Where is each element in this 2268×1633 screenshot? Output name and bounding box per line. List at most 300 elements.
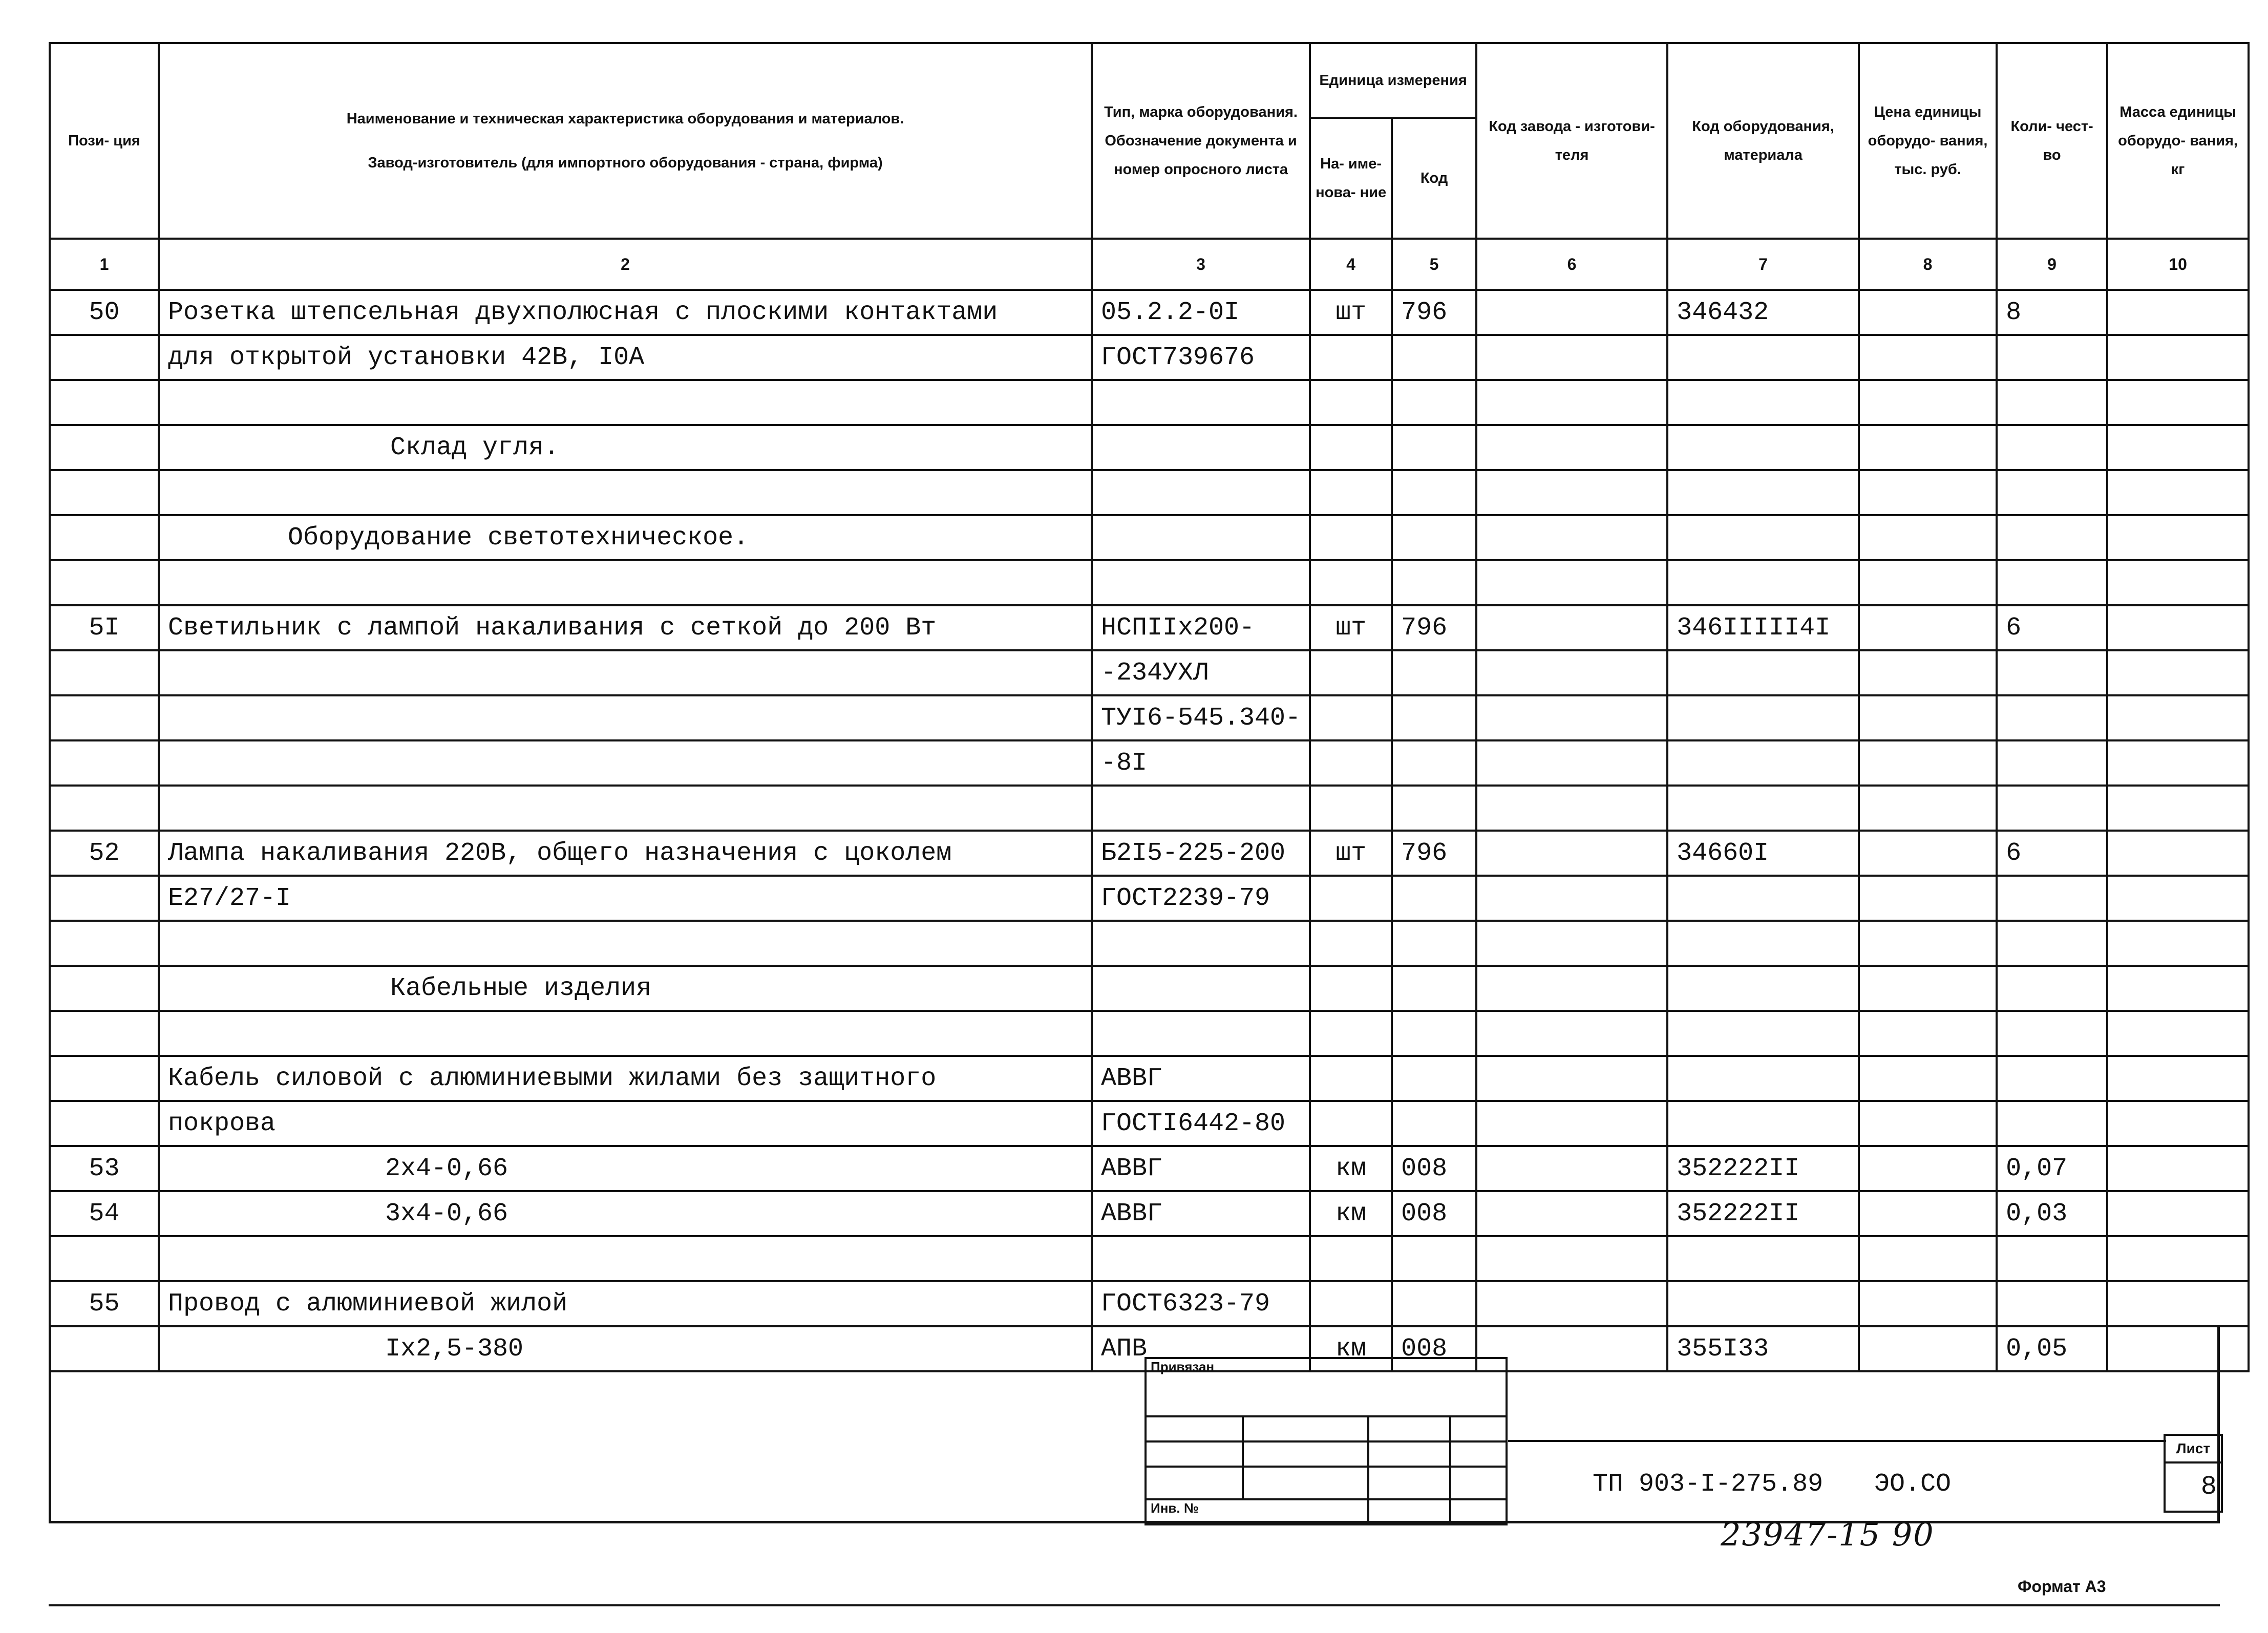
mass-cell bbox=[2107, 650, 2249, 695]
name-cell: Кабель силовой с алюминиевыми жилами без защитного bbox=[159, 1056, 1092, 1101]
price-cell bbox=[1859, 1191, 1997, 1236]
unit-code-cell bbox=[1392, 876, 1476, 921]
quantity-cell bbox=[1997, 1011, 2107, 1056]
mass-cell bbox=[2107, 1281, 2249, 1326]
unit-name-cell bbox=[1310, 1101, 1392, 1146]
unit-code-cell bbox=[1392, 560, 1476, 605]
type-cell: ГОСТ2239-79 bbox=[1092, 876, 1310, 921]
name-cell: для открытой установки 42В, I0А bbox=[159, 335, 1092, 380]
unit-name-cell: км bbox=[1310, 1326, 1392, 1371]
factory-code-cell bbox=[1476, 560, 1667, 605]
position-cell bbox=[50, 1326, 159, 1371]
mass-cell bbox=[2107, 876, 2249, 921]
price-cell bbox=[1859, 605, 1997, 650]
unit-name-cell bbox=[1310, 1056, 1392, 1101]
unit-code-cell bbox=[1392, 921, 1476, 966]
unit-code-cell bbox=[1392, 1011, 1476, 1056]
unit-name-cell bbox=[1310, 335, 1392, 380]
equipment-code-cell bbox=[1667, 650, 1859, 695]
unit-code-cell bbox=[1392, 380, 1476, 425]
type-cell bbox=[1092, 1236, 1310, 1281]
factory-code-cell bbox=[1476, 876, 1667, 921]
table-row bbox=[50, 1191, 2249, 1236]
unit-name-cell bbox=[1310, 650, 1392, 695]
price-cell bbox=[1859, 1236, 1997, 1281]
mass-cell bbox=[2107, 380, 2249, 425]
position-cell: 5I bbox=[50, 605, 159, 650]
position-cell bbox=[50, 1011, 159, 1056]
unit-name-cell bbox=[1310, 876, 1392, 921]
price-cell bbox=[1859, 1101, 1997, 1146]
factory-code-cell bbox=[1476, 695, 1667, 740]
factory-code-cell bbox=[1476, 380, 1667, 425]
mass-cell bbox=[2107, 921, 2249, 966]
factory-code-cell bbox=[1476, 1146, 1667, 1191]
factory-code-cell bbox=[1476, 1011, 1667, 1056]
price-cell bbox=[1859, 650, 1997, 695]
quantity-cell: 6 bbox=[1997, 605, 2107, 650]
price-cell bbox=[1859, 1281, 1997, 1326]
mass-cell bbox=[2107, 966, 2249, 1011]
equipment-code-cell bbox=[1667, 425, 1859, 470]
document-number: ТП 903-I-275.89 bbox=[1593, 1470, 1824, 1499]
unit-name-cell: км bbox=[1310, 1146, 1392, 1191]
factory-code-cell bbox=[1476, 650, 1667, 695]
position-cell: 52 bbox=[50, 831, 159, 876]
equipment-code-cell: 352222II bbox=[1667, 1191, 1859, 1236]
table-row bbox=[50, 740, 2249, 786]
document-section: ЭО.СО bbox=[1874, 1470, 1952, 1499]
equipment-code-cell bbox=[1667, 1056, 1859, 1101]
unit-code-cell: 008 bbox=[1392, 1326, 1476, 1371]
type-cell: НСПIIх200- bbox=[1092, 605, 1310, 650]
price-cell bbox=[1859, 876, 1997, 921]
price-cell bbox=[1859, 290, 1997, 335]
table-row bbox=[50, 921, 2249, 966]
column-number: 1 bbox=[50, 239, 159, 290]
table-row bbox=[50, 1236, 2249, 1281]
page-bottom-line bbox=[49, 1604, 2220, 1606]
table-row bbox=[50, 876, 2249, 921]
column-number-row bbox=[50, 239, 2249, 290]
quantity-cell bbox=[1997, 786, 2107, 831]
unit-code-cell bbox=[1392, 1281, 1476, 1326]
equipment-code-cell bbox=[1667, 966, 1859, 1011]
equipment-code-cell bbox=[1667, 1011, 1859, 1056]
quantity-cell bbox=[1997, 650, 2107, 695]
mass-cell bbox=[2107, 290, 2249, 335]
quantity-cell bbox=[1997, 470, 2107, 515]
name-cell bbox=[159, 380, 1092, 425]
stamp-cell bbox=[1146, 1416, 1243, 1441]
mass-cell bbox=[2107, 425, 2249, 470]
column-number: 7 bbox=[1667, 239, 1859, 290]
equipment-code-cell bbox=[1667, 515, 1859, 560]
equipment-code-cell: 346IIIII4I bbox=[1667, 605, 1859, 650]
position-cell bbox=[50, 1101, 159, 1146]
stamp-cell bbox=[1368, 1416, 1450, 1441]
sheet-number: 8 bbox=[2200, 1472, 2217, 1502]
price-cell bbox=[1859, 425, 1997, 470]
unit-code-cell bbox=[1392, 335, 1476, 380]
unit-code-cell bbox=[1392, 1056, 1476, 1101]
column-number: 4 bbox=[1310, 239, 1392, 290]
header-name bbox=[159, 43, 1092, 239]
price-cell bbox=[1859, 1326, 1997, 1371]
specification-table bbox=[49, 42, 2250, 1372]
name-cell: Е27/27-I bbox=[159, 876, 1092, 921]
type-cell: Б2I5-225-200 bbox=[1092, 831, 1310, 876]
table-row bbox=[50, 560, 2249, 605]
name-cell bbox=[159, 650, 1092, 695]
mass-cell bbox=[2107, 560, 2249, 605]
mass-cell bbox=[2107, 335, 2249, 380]
name-cell: Розетка штепсельная двухполюсная с плоскими контактами bbox=[159, 290, 1092, 335]
quantity-cell bbox=[1997, 335, 2107, 380]
quantity-cell bbox=[1997, 921, 2107, 966]
table-row bbox=[50, 1011, 2249, 1056]
factory-code-cell bbox=[1476, 921, 1667, 966]
unit-code-cell bbox=[1392, 1236, 1476, 1281]
unit-name-cell: шт bbox=[1310, 605, 1392, 650]
factory-code-cell bbox=[1476, 605, 1667, 650]
quantity-cell bbox=[1997, 515, 2107, 560]
unit-code-cell bbox=[1392, 425, 1476, 470]
position-cell bbox=[50, 695, 159, 740]
mass-cell bbox=[2107, 1011, 2249, 1056]
stamp-cell bbox=[1368, 1499, 1450, 1524]
mass-cell bbox=[2107, 786, 2249, 831]
unit-name-cell bbox=[1310, 921, 1392, 966]
factory-code-cell bbox=[1476, 1191, 1667, 1236]
table-row bbox=[50, 515, 2249, 560]
header-position: Пози- ция bbox=[50, 43, 159, 239]
header-name-line2: Завод-изготовитель (для импортного оборудования - страна, фирма) bbox=[368, 155, 883, 171]
mass-cell bbox=[2107, 740, 2249, 786]
position-cell bbox=[50, 470, 159, 515]
unit-name-cell bbox=[1310, 1011, 1392, 1056]
stamp-cell bbox=[1368, 1467, 1450, 1499]
position-cell bbox=[50, 335, 159, 380]
name-cell bbox=[159, 695, 1092, 740]
quantity-cell bbox=[1997, 1101, 2107, 1146]
mass-cell bbox=[2107, 515, 2249, 560]
price-cell bbox=[1859, 921, 1997, 966]
unit-name-cell bbox=[1310, 380, 1392, 425]
mass-cell bbox=[2107, 605, 2249, 650]
equipment-code-cell bbox=[1667, 695, 1859, 740]
name-cell: Светильник с лампой накаливания с сеткой до 200 Вт bbox=[159, 605, 1092, 650]
stamp-cell bbox=[1368, 1441, 1450, 1467]
column-number: 2 bbox=[159, 239, 1092, 290]
table-row bbox=[50, 650, 2249, 695]
mass-cell bbox=[2107, 695, 2249, 740]
equipment-code-cell: 355I33 bbox=[1667, 1326, 1859, 1371]
type-cell bbox=[1092, 515, 1310, 560]
table-row bbox=[50, 1146, 2249, 1191]
unit-code-cell bbox=[1392, 786, 1476, 831]
quantity-cell: 0,05 bbox=[1997, 1326, 2107, 1371]
sheet-label: Лист bbox=[2166, 1436, 2221, 1464]
stamp-cell bbox=[1243, 1416, 1368, 1441]
equipment-code-cell bbox=[1667, 560, 1859, 605]
price-cell bbox=[1859, 1146, 1997, 1191]
position-cell bbox=[50, 560, 159, 605]
type-cell: АВВГ bbox=[1092, 1056, 1310, 1101]
name-cell: Оборудование светотехническое. bbox=[159, 515, 1092, 560]
position-cell bbox=[50, 380, 159, 425]
position-cell bbox=[50, 1056, 159, 1101]
equipment-code-cell bbox=[1667, 921, 1859, 966]
type-cell: -234УХЛ bbox=[1092, 650, 1310, 695]
price-cell bbox=[1859, 695, 1997, 740]
stamp-inv-label: Инв. № bbox=[1146, 1499, 1368, 1524]
stamp-cell bbox=[1450, 1467, 1507, 1499]
name-cell: Провод с алюминиевой жилой bbox=[159, 1281, 1092, 1326]
header-quantity: Коли- чест- во bbox=[1997, 43, 2107, 239]
equipment-code-cell bbox=[1667, 1236, 1859, 1281]
unit-name-cell bbox=[1310, 1236, 1392, 1281]
unit-code-cell: 008 bbox=[1392, 1146, 1476, 1191]
position-cell: 54 bbox=[50, 1191, 159, 1236]
stamp-cell bbox=[1146, 1467, 1243, 1499]
mass-cell bbox=[2107, 1146, 2249, 1191]
mass-cell bbox=[2107, 831, 2249, 876]
type-cell: АВВГ bbox=[1092, 1146, 1310, 1191]
factory-code-cell bbox=[1476, 1101, 1667, 1146]
name-cell: 2х4-0,66 bbox=[159, 1146, 1092, 1191]
equipment-code-cell bbox=[1667, 1101, 1859, 1146]
type-cell: АПВ bbox=[1092, 1326, 1310, 1371]
header-row bbox=[50, 43, 2249, 118]
table-row bbox=[50, 966, 2249, 1011]
name-cell bbox=[159, 740, 1092, 786]
unit-name-cell: км bbox=[1310, 1191, 1392, 1236]
position-cell bbox=[50, 650, 159, 695]
equipment-code-cell bbox=[1667, 380, 1859, 425]
unit-code-cell bbox=[1392, 650, 1476, 695]
equipment-code-cell bbox=[1667, 1281, 1859, 1326]
table-row bbox=[50, 335, 2249, 380]
unit-name-cell bbox=[1310, 1281, 1392, 1326]
quantity-cell bbox=[1997, 966, 2107, 1011]
price-cell bbox=[1859, 831, 1997, 876]
type-cell bbox=[1092, 1011, 1310, 1056]
equipment-code-cell: 34660I bbox=[1667, 831, 1859, 876]
type-cell: ТУI6-545.340- bbox=[1092, 695, 1310, 740]
type-cell: АВВГ bbox=[1092, 1191, 1310, 1236]
factory-code-cell bbox=[1476, 786, 1667, 831]
unit-name-cell bbox=[1310, 470, 1392, 515]
unit-name-cell bbox=[1310, 560, 1392, 605]
position-cell bbox=[50, 966, 159, 1011]
table-row bbox=[50, 470, 2249, 515]
sheet-box bbox=[2164, 1434, 2223, 1513]
name-cell: Склад угля. bbox=[159, 425, 1092, 470]
type-cell: 05.2.2-0I bbox=[1092, 290, 1310, 335]
column-number: 6 bbox=[1476, 239, 1667, 290]
column-number: 9 bbox=[1997, 239, 2107, 290]
stamp-cell bbox=[1243, 1441, 1368, 1467]
header-unit-code: Код bbox=[1392, 118, 1476, 239]
table-row bbox=[50, 380, 2249, 425]
name-cell bbox=[159, 1236, 1092, 1281]
name-cell bbox=[159, 470, 1092, 515]
factory-code-cell bbox=[1476, 740, 1667, 786]
stamp-cell bbox=[1243, 1467, 1368, 1499]
type-cell bbox=[1092, 966, 1310, 1011]
quantity-cell bbox=[1997, 695, 2107, 740]
table-row bbox=[50, 425, 2249, 470]
factory-code-cell bbox=[1476, 515, 1667, 560]
unit-name-cell: шт bbox=[1310, 290, 1392, 335]
header-factory-code: Код завода - изготови- теля bbox=[1476, 43, 1667, 239]
position-cell bbox=[50, 1236, 159, 1281]
type-cell: ГОСТI6442-80 bbox=[1092, 1101, 1310, 1146]
title-block-divider bbox=[1508, 1440, 2166, 1442]
quantity-cell bbox=[1997, 1056, 2107, 1101]
unit-code-cell bbox=[1392, 470, 1476, 515]
type-cell bbox=[1092, 380, 1310, 425]
mass-cell bbox=[2107, 470, 2249, 515]
stamp-cell bbox=[1450, 1416, 1507, 1441]
position-cell bbox=[50, 921, 159, 966]
table-row bbox=[50, 695, 2249, 740]
stamp-cell bbox=[1450, 1499, 1507, 1524]
factory-code-cell bbox=[1476, 335, 1667, 380]
header-type: Тип, марка оборудования. Обозначение документа и номер опросного листа bbox=[1092, 43, 1310, 239]
mass-cell bbox=[2107, 1191, 2249, 1236]
quantity-cell bbox=[1997, 560, 2107, 605]
mass-cell bbox=[2107, 1056, 2249, 1101]
position-cell bbox=[50, 876, 159, 921]
price-cell bbox=[1859, 515, 1997, 560]
header-equipment-code: Код оборудования, материала bbox=[1667, 43, 1859, 239]
factory-code-cell bbox=[1476, 425, 1667, 470]
factory-code-cell bbox=[1476, 1281, 1667, 1326]
format-label: Формат А3 bbox=[2018, 1577, 2106, 1596]
name-cell: Iх2,5-380 bbox=[159, 1326, 1092, 1371]
table-row bbox=[50, 786, 2249, 831]
unit-name-cell: шт bbox=[1310, 831, 1392, 876]
unit-code-cell bbox=[1392, 695, 1476, 740]
column-number: 5 bbox=[1392, 239, 1476, 290]
position-cell: 55 bbox=[50, 1281, 159, 1326]
stamp-cell bbox=[1450, 1441, 1507, 1467]
handwritten-number: 23947-15 90 bbox=[1721, 1516, 1935, 1553]
position-cell bbox=[50, 515, 159, 560]
equipment-code-cell bbox=[1667, 876, 1859, 921]
price-cell bbox=[1859, 740, 1997, 786]
name-cell: 3х4-0,66 bbox=[159, 1191, 1092, 1236]
type-cell bbox=[1092, 786, 1310, 831]
type-cell: ГОСТ6323-79 bbox=[1092, 1281, 1310, 1326]
price-cell bbox=[1859, 470, 1997, 515]
factory-code-cell bbox=[1476, 1236, 1667, 1281]
mass-cell bbox=[2107, 1101, 2249, 1146]
unit-code-cell bbox=[1392, 515, 1476, 560]
price-cell bbox=[1859, 560, 1997, 605]
price-cell bbox=[1859, 380, 1997, 425]
header-price: Цена единицы оборудо- вания, тыс. руб. bbox=[1859, 43, 1997, 239]
name-cell: покрова bbox=[159, 1101, 1092, 1146]
frame-left-line bbox=[49, 1326, 51, 1521]
factory-code-cell bbox=[1476, 1056, 1667, 1101]
header-mass: Масса единицы оборудо- вания, кг bbox=[2107, 43, 2249, 239]
unit-code-cell: 796 bbox=[1392, 290, 1476, 335]
position-cell: 53 bbox=[50, 1146, 159, 1191]
unit-name-cell bbox=[1310, 425, 1392, 470]
table-row bbox=[50, 831, 2249, 876]
unit-code-cell: 796 bbox=[1392, 831, 1476, 876]
table-row bbox=[50, 605, 2249, 650]
unit-code-cell: 008 bbox=[1392, 1191, 1476, 1236]
quantity-cell: 8 bbox=[1997, 290, 2107, 335]
quantity-cell bbox=[1997, 740, 2107, 786]
mass-cell bbox=[2107, 1236, 2249, 1281]
type-cell bbox=[1092, 560, 1310, 605]
price-cell bbox=[1859, 335, 1997, 380]
name-cell bbox=[159, 560, 1092, 605]
unit-code-cell bbox=[1392, 740, 1476, 786]
factory-code-cell bbox=[1476, 831, 1667, 876]
equipment-code-cell bbox=[1667, 335, 1859, 380]
equipment-code-cell bbox=[1667, 740, 1859, 786]
header-unit-group: Единица измерения bbox=[1310, 43, 1476, 118]
column-number: 8 bbox=[1859, 239, 1997, 290]
quantity-cell: 0,03 bbox=[1997, 1191, 2107, 1236]
equipment-code-cell bbox=[1667, 470, 1859, 515]
unit-name-cell bbox=[1310, 966, 1392, 1011]
stamp-table bbox=[1144, 1357, 1508, 1525]
table-row bbox=[50, 290, 2249, 335]
equipment-code-cell: 352222II bbox=[1667, 1146, 1859, 1191]
column-number: 10 bbox=[2107, 239, 2249, 290]
name-cell: Лампа накаливания 220В, общего назначения с цоколем bbox=[159, 831, 1092, 876]
quantity-cell bbox=[1997, 876, 2107, 921]
quantity-cell bbox=[1997, 425, 2107, 470]
factory-code-cell bbox=[1476, 470, 1667, 515]
type-cell: ГОСТ739676 bbox=[1092, 335, 1310, 380]
factory-code-cell bbox=[1476, 966, 1667, 1011]
quantity-cell: 0,07 bbox=[1997, 1146, 2107, 1191]
header-name-line1: Наименование и техническая характеристика оборудования и материалов. bbox=[346, 111, 904, 127]
price-cell bbox=[1859, 1011, 1997, 1056]
table-row bbox=[50, 1281, 2249, 1326]
table-row bbox=[50, 1101, 2249, 1146]
quantity-cell bbox=[1997, 1281, 2107, 1326]
stamp-attached-label: Привязан bbox=[1146, 1358, 1507, 1416]
quantity-cell: 6 bbox=[1997, 831, 2107, 876]
position-cell bbox=[50, 425, 159, 470]
column-number: 3 bbox=[1092, 239, 1310, 290]
header-unit-name: На- име- нова- ние bbox=[1310, 118, 1392, 239]
type-cell bbox=[1092, 425, 1310, 470]
name-cell bbox=[159, 786, 1092, 831]
type-cell bbox=[1092, 470, 1310, 515]
factory-code-cell bbox=[1476, 290, 1667, 335]
unit-name-cell bbox=[1310, 515, 1392, 560]
position-cell bbox=[50, 786, 159, 831]
mass-cell bbox=[2107, 1326, 2249, 1371]
equipment-code-cell bbox=[1667, 786, 1859, 831]
price-cell bbox=[1859, 1056, 1997, 1101]
price-cell bbox=[1859, 966, 1997, 1011]
unit-code-cell bbox=[1392, 966, 1476, 1011]
type-cell bbox=[1092, 921, 1310, 966]
unit-name-cell bbox=[1310, 695, 1392, 740]
unit-name-cell bbox=[1310, 740, 1392, 786]
